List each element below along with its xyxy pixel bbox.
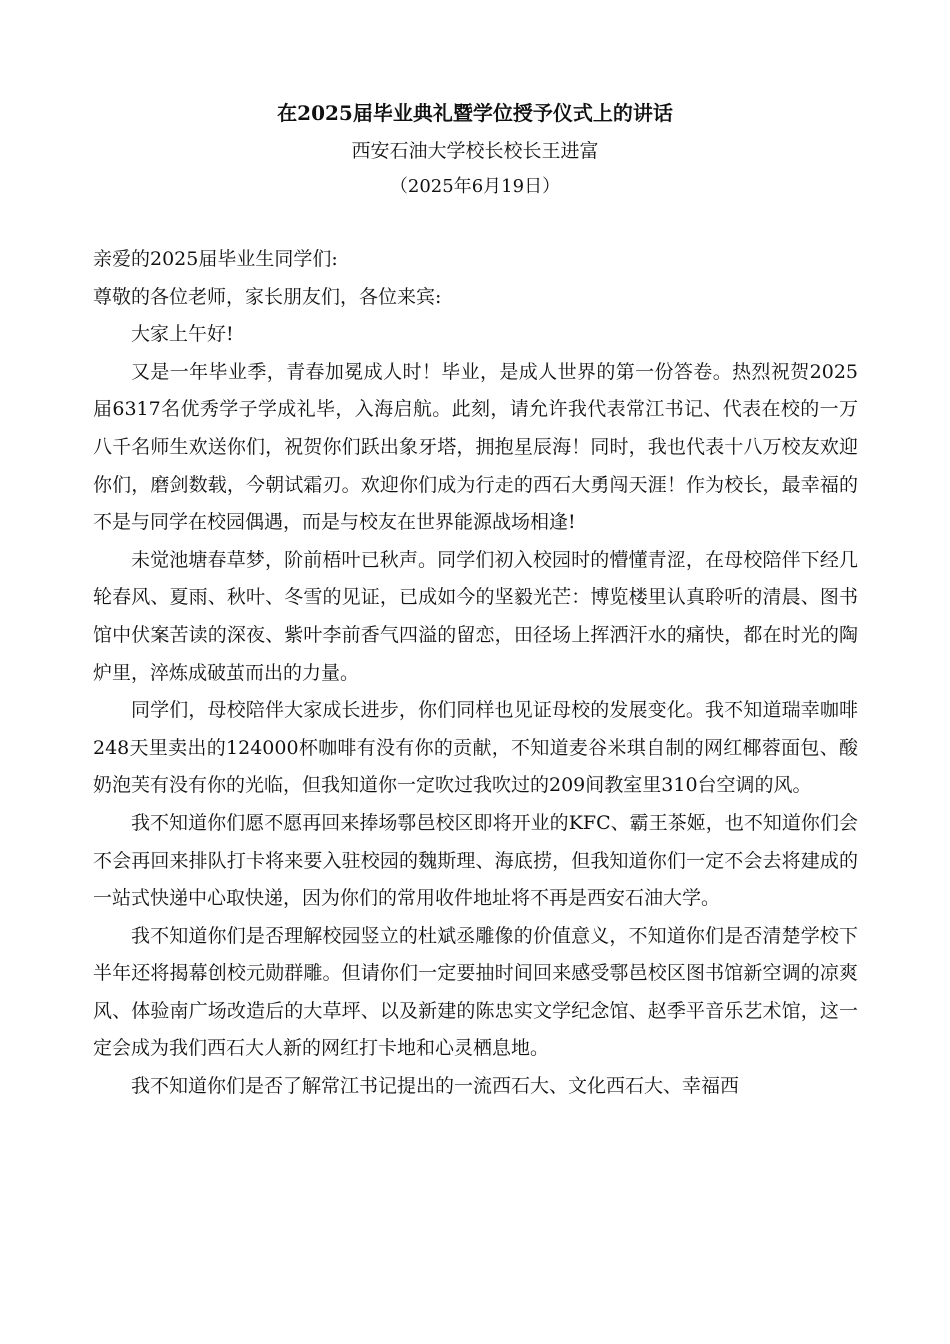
paragraph: 我不知道你们是否理解校园竖立的杜斌丞雕像的价值意义，不知道你们是否清楚学校下半年还将揭幕创校元勋群雕。但请你们一定要抽时间回来感受鄠邑校区图书馆新空调的凉爽风、体验南广场改造后的大草坪、以及新建的陈忠实文学纪念馆、赵季平音乐艺术馆，这一定会成为我们西石大人新的网红打卡地和心灵栖息地。 bbox=[93, 924, 858, 1060]
paragraph: 同学们，母校陪伴大家成长进步，你们同样也见证母校的发展变化。我不知道瑞幸咖啡248天里卖出的124000杯咖啡有没有你的贡献，不知道麦谷米琪自制的网红椰蓉面包、酸奶泡芙有没有你的光临，但我知道你一定吹过我吹过的209间教室里310台空调的风。 bbox=[93, 699, 858, 797]
paragraph: 我不知道你们愿不愿再回来捧场鄠邑校区即将开业的KFC、霸王茶姬，也不知道你们会不会再回来排队打卡将来要入驻校园的魏斯理、海底捞，但我知道你们一定不会去将建成的一站式快递中心取快递，因为你们的常用收件地址将不再是西安石油大学。 bbox=[93, 811, 858, 910]
paragraph: 未觉池塘春草梦，阶前梧叶已秋声。同学们初入校园时的懵懂青涩，在母校陪伴下经几轮春风、夏雨、秋叶、冬雪的见证，已成如今的坚毅光芒：博览楼里认真聆听的清晨、图书馆中伏案苦读的深夜、紫叶李前香气四溢的留恋，田径场上挥洒汗水的痛快，都在时光的陶炉里，淬炼成破茧而出的力量。 bbox=[93, 548, 858, 684]
salutation-students: 亲爱的2025届毕业生同学们: bbox=[93, 248, 338, 270]
speech-body bbox=[93, 241, 858, 1106]
speech-title: 在2025届毕业典礼暨学位授予仪式上的讲话 bbox=[277, 101, 673, 125]
speech-author: 西安石油大学校长校长王进富 bbox=[351, 140, 599, 162]
greeting: 大家上午好! bbox=[131, 323, 234, 346]
paragraph: 我不知道你们是否了解常江书记提出的一流西石大、文化西石大、幸福西 bbox=[131, 1075, 740, 1098]
salutation-guests: 尊敬的各位老师，家长朋友们，各位来宾: bbox=[93, 285, 442, 308]
paragraph: 又是一年毕业季，青春加冕成人时！毕业，是成人世界的第一份答卷。热烈祝贺2025届6317名优秀学子学成礼毕，入海启航。此刻，请允许我代表常江书记、代表在校的一万八千名师生欢送你们，祝贺你们跃出象牙塔，拥抱星辰海！同时，我也代表十八万校友欢迎你们，磨剑数载，今朝试霜刃。欢迎你们成为行走的西石大勇闯天涯！作为校长，最幸福的不是与同学在校园偶遇，而是与校友在世界能源战场相逢! bbox=[93, 360, 858, 534]
speech-date: （2025年6月19日） bbox=[389, 176, 561, 197]
